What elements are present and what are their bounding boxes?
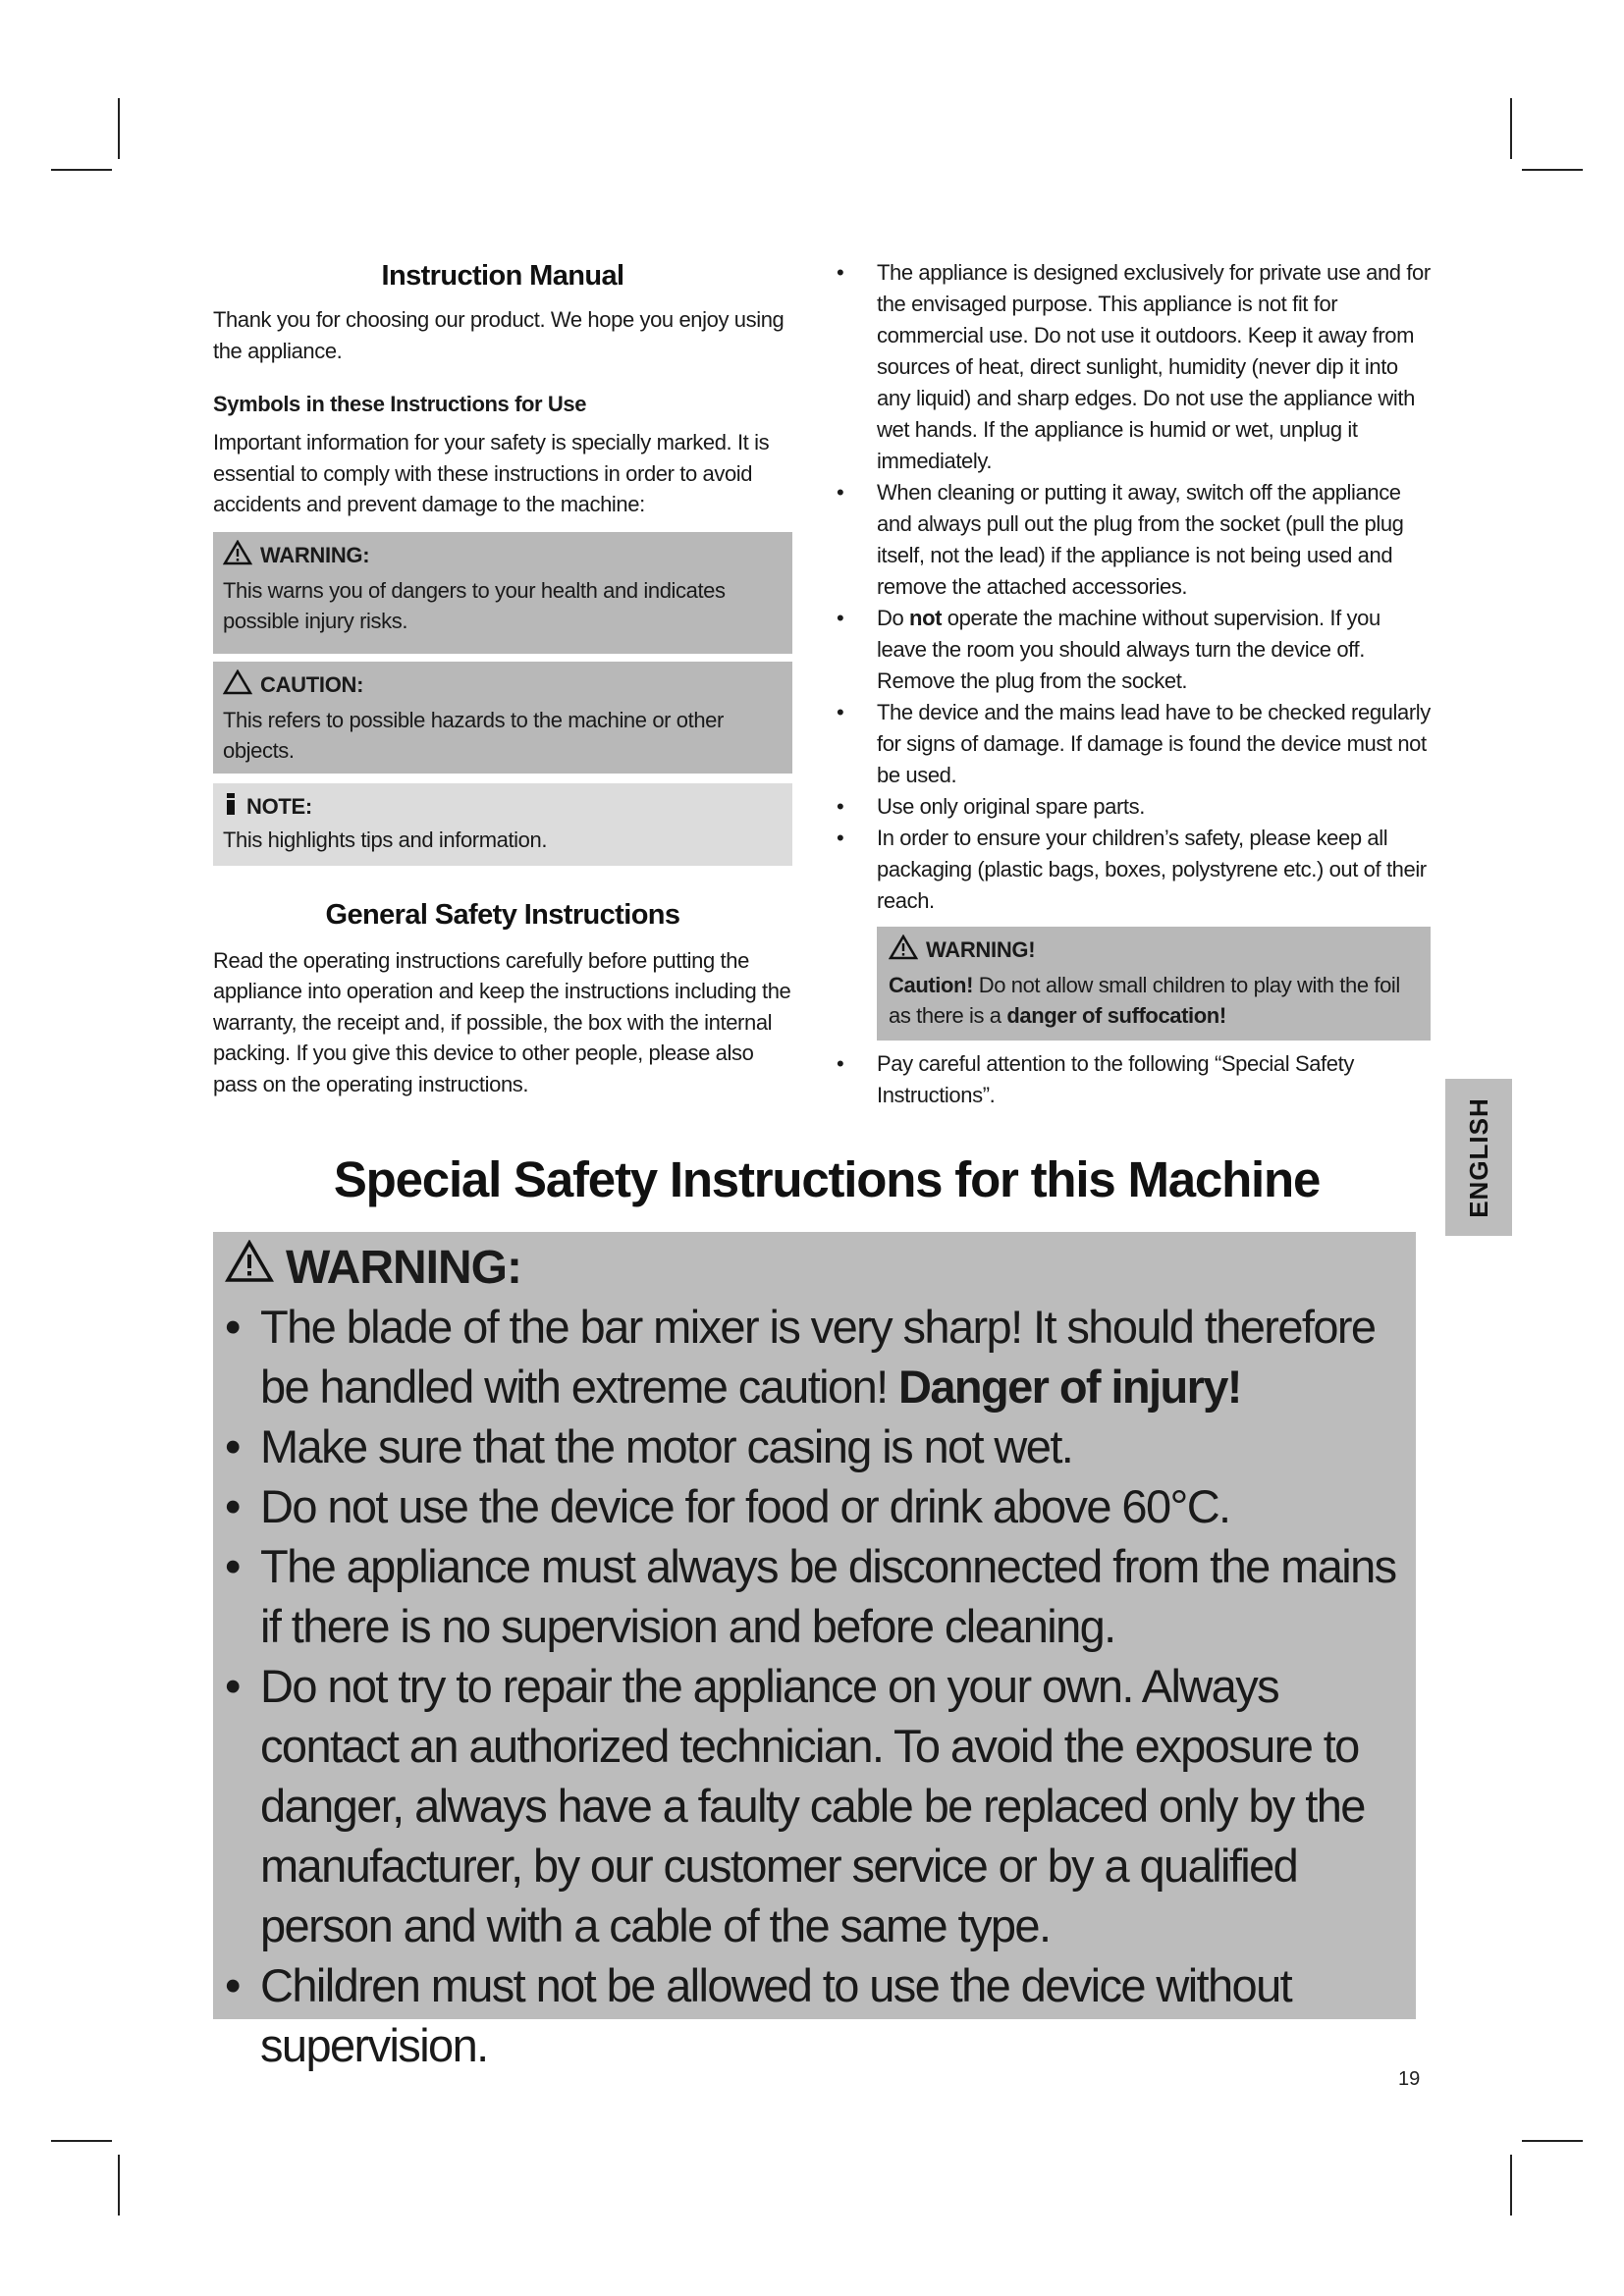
caution-text: This refers to possible hazards to the machine or other objects. bbox=[223, 707, 724, 763]
right-column bbox=[835, 257, 1434, 1111]
page-number: 19 bbox=[1398, 2068, 1421, 2090]
crop-mark bbox=[118, 2155, 120, 2216]
crop-mark bbox=[51, 2140, 112, 2142]
note-box bbox=[213, 783, 792, 866]
symbols-heading: Symbols in these Instructions for Use bbox=[213, 392, 587, 416]
list-item: • The appliance must always be disconnected from the mains if there is no supervision and before cleaning. bbox=[213, 1536, 1421, 1656]
general-safety-text: Read the operating instructions carefully before putting the appliance into operation and keep the instructions including the warranty, the receipt and, if possible, the box with the internal packing. If you give this device to other people, please also pass on the operating instructions. bbox=[213, 947, 791, 1096]
special-safety-title: Special Safety Instructions for this Machine bbox=[333, 1151, 1321, 1207]
list-item: • In order to ensure your children’s safety, please keep all packaging (plastic bags, boxes, polystyrene etc.) out of their reach. bbox=[835, 823, 1434, 917]
caution-box bbox=[213, 662, 792, 774]
safety-bullet-list-end bbox=[835, 1048, 1434, 1111]
note-text: This highlights tips and information. bbox=[223, 827, 548, 852]
warning-box bbox=[213, 532, 792, 654]
crop-mark bbox=[118, 98, 120, 159]
language-tab bbox=[1445, 1079, 1512, 1236]
warning-text: This warns you of dangers to your health and indicates possible injury risks. bbox=[223, 577, 726, 633]
language-tab-label: ENGLISH bbox=[1463, 1096, 1493, 1218]
list-item: • Children must not be allowed to use the device without supervision. bbox=[213, 1955, 1421, 2075]
left-column bbox=[213, 257, 792, 1099]
note-label: NOTE: bbox=[246, 793, 312, 819]
intro-text: Thank you for choosing our product. We hope you enjoy using the appliance. bbox=[213, 307, 785, 363]
list-item: • Do not use the device for food or drink above 60°C. bbox=[213, 1476, 1421, 1536]
special-warning-box bbox=[213, 1232, 1416, 2071]
warning-triangle-icon bbox=[223, 540, 252, 571]
crop-mark bbox=[1522, 169, 1583, 171]
instruction-manual-title: Instruction Manual bbox=[381, 260, 624, 292]
warning-triangle-icon bbox=[225, 1240, 274, 1295]
symbols-text: Important information for your safety is specially marked. It is essential to comply with these instructions in order to avoid accidents and prevent damage to the machine: bbox=[213, 430, 770, 516]
list-item: • Make sure that the motor casing is not wet. bbox=[213, 1416, 1421, 1476]
suffocation-warning-text: Caution! Do not allow small children to play with the foil as there is a danger of suffocation! bbox=[889, 973, 1400, 1028]
crop-mark bbox=[51, 169, 112, 171]
general-safety-title: General Safety Instructions bbox=[325, 898, 680, 931]
special-warning-list bbox=[213, 1297, 1421, 2075]
list-item: • Do not operate the machine without supervision. If you leave the room you should always turn the device off. Remove the plug from the socket. bbox=[835, 603, 1434, 697]
list-item: • The device and the mains lead have to be checked regularly for signs of damage. If damage is found the device must not be used. bbox=[835, 697, 1434, 791]
caution-label: CAUTION: bbox=[260, 671, 364, 697]
crop-mark bbox=[1510, 2155, 1512, 2216]
warning-label: WARNING: bbox=[260, 542, 370, 567]
list-item: • The appliance is designed exclusively for private use and for the envisaged purpose. This appliance is not fit for commercial use. Do not use it outdoors. Keep it away from sources of heat, direct sunlight, humidity (never dip it into any liquid) and sharp edges. Do not use the appliance with wet hands. If the appliance is humid or wet, unplug it immediately. bbox=[835, 257, 1434, 477]
caution-triangle-icon bbox=[223, 669, 252, 701]
special-warning-label: WARNING: bbox=[286, 1241, 521, 1294]
list-item: • Pay careful attention to the following “Special Safety Instructions”. bbox=[835, 1048, 1434, 1111]
list-item: • When cleaning or putting it away, switch off the appliance and always pull out the plug from the socket (pull the plug itself, not the lead) if the appliance is not being used and remove the attached accessories. bbox=[835, 477, 1434, 603]
crop-mark bbox=[1510, 98, 1512, 159]
safety-bullet-list bbox=[835, 257, 1434, 917]
list-item: • Use only original spare parts. bbox=[835, 791, 1434, 823]
list-item: • Do not try to repair the appliance on your own. Always contact an authorized technician. To avoid the exposure to danger, always have a faulty cable be replaced only by the manufacturer, by our customer service or by a qualified person and with a cable of the same type. bbox=[213, 1656, 1421, 1955]
info-icon bbox=[223, 791, 239, 823]
warning-label: WARNING! bbox=[926, 937, 1036, 962]
suffocation-warning-box bbox=[877, 927, 1431, 1041]
list-item: • The blade of the bar mixer is very sharp! It should therefore be handled with extreme caution! Danger of injury! bbox=[213, 1297, 1421, 1416]
crop-mark bbox=[1522, 2140, 1583, 2142]
warning-triangle-icon bbox=[889, 934, 918, 966]
